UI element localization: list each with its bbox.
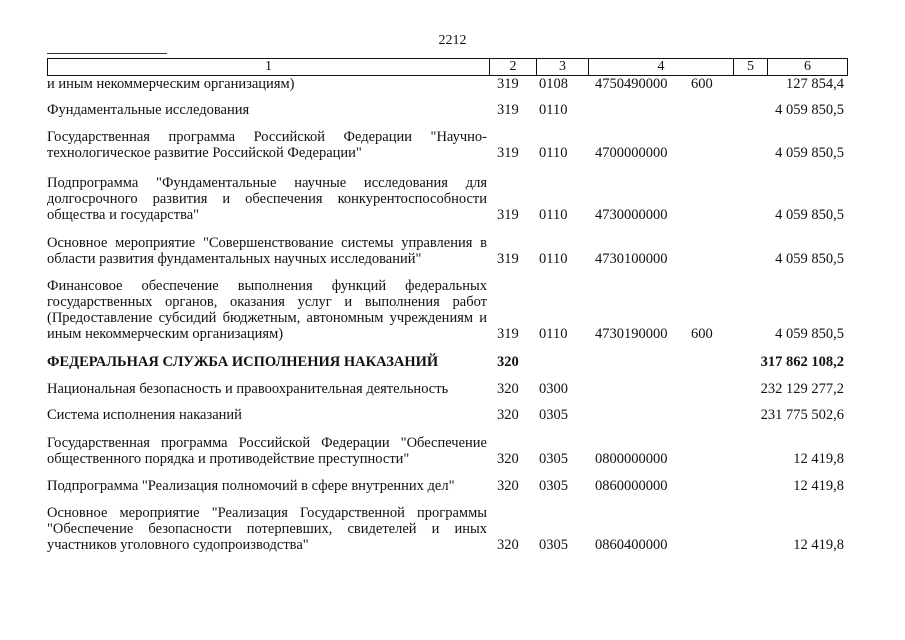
row-description: Подпрограмма "Фундаментальные научные исследования для долгосрочного развития и обеспечения конкурентоспособности общества и государства" (47, 175, 487, 223)
column-header-row (47, 58, 848, 76)
row-rzpr: 0110 (539, 251, 568, 267)
row-sum: 4 059 850,5 (775, 145, 844, 161)
row-gr: 319 (497, 76, 519, 92)
row-sum: 127 854,4 (786, 76, 844, 92)
table-row (47, 435, 846, 467)
row-description: Государственная программа Российской Федерации "Обеспечение общественного порядка и противодействие преступности" (47, 435, 487, 467)
row-csr: 0800000000 (595, 451, 668, 467)
row-rzpr: 0110 (539, 207, 568, 223)
table-row (47, 381, 846, 397)
row-description: Государственная программа Российской Федерации "Научно-технологическое развитие Российской Федерации" (47, 129, 487, 161)
row-description: Национальная безопасность и правоохранительная деятельность (47, 381, 449, 397)
row-description: Фундаментальные исследования (47, 102, 250, 118)
column-header-1: 1 (48, 59, 490, 75)
table-row (47, 278, 846, 342)
row-description: ФЕДЕРАЛЬНАЯ СЛУЖБА ИСПОЛНЕНИЯ НАКАЗАНИЙ (47, 354, 439, 370)
row-gr: 319 (497, 326, 519, 342)
row-description: Основное мероприятие "Реализация Государственной программы "Обеспечение безопасности потерпевших, свидетелей и иных участников уголовного судопроизводства" (47, 505, 487, 553)
table-row (47, 354, 846, 370)
table-row (47, 102, 846, 118)
table-row (47, 76, 846, 92)
table-row (47, 407, 846, 423)
row-gr: 319 (497, 251, 519, 267)
row-rzpr: 0110 (539, 326, 568, 342)
row-description: Основное мероприятие "Совершенствование системы управления в области развития фундаментальных научных исследований" (47, 235, 487, 267)
row-gr: 320 (497, 451, 519, 467)
row-csr: 4700000000 (595, 145, 668, 161)
table-row (47, 235, 846, 267)
row-sum: 12 419,8 (793, 451, 844, 467)
table-row (47, 505, 846, 553)
row-sum: 4 059 850,5 (775, 207, 844, 223)
table-row (47, 175, 846, 223)
column-header-6: 6 (804, 59, 811, 74)
row-description: Финансовое обеспечение выполнения функций федеральных государственных органов, оказания услуг и выполнения работ (Предоставление субсидий бюджетным, автономным учреждениям и иным некоммерческим организациям) (47, 278, 487, 342)
row-rzpr: 0110 (539, 145, 568, 161)
row-sum: 12 419,8 (793, 478, 844, 494)
row-gr: 320 (497, 354, 519, 370)
row-rzpr: 0305 (539, 451, 568, 467)
row-sum: 231 775 502,6 (760, 407, 844, 423)
row-gr: 320 (497, 407, 519, 423)
page-number: 2212 (438, 33, 467, 48)
row-sum: 4 059 850,5 (775, 102, 844, 118)
column-header-2: 2 (490, 59, 537, 75)
row-csr: 0860000000 (595, 478, 668, 494)
row-sum: 4 059 850,5 (775, 326, 844, 342)
column-header-4: 4 (589, 59, 734, 75)
row-csr: 0860400000 (595, 537, 668, 553)
row-gr: 319 (497, 145, 519, 161)
row-csr: 4730190000 (595, 326, 668, 342)
row-description: Подпрограмма "Реализация полномочий в сфере внутренних дел" (47, 478, 455, 494)
row-csr: 4730100000 (595, 251, 668, 267)
row-description: Система исполнения наказаний (47, 407, 242, 423)
column-header-5: 5 (734, 59, 768, 75)
row-rzpr: 0305 (539, 478, 568, 494)
row-gr: 319 (497, 102, 519, 118)
table-row (47, 478, 846, 494)
row-gr: 320 (497, 381, 519, 397)
row-rzpr: 0110 (539, 102, 568, 118)
table-row (47, 129, 846, 161)
row-gr: 320 (497, 537, 519, 553)
row-rzpr: 0300 (539, 381, 568, 397)
row-sum: 4 059 850,5 (775, 251, 844, 267)
row-gr: 320 (497, 478, 519, 494)
row-rzpr: 0305 (539, 537, 568, 553)
row-rzpr: 0108 (539, 76, 568, 92)
row-rzpr: 0305 (539, 407, 568, 423)
header-rule (47, 53, 167, 54)
row-sum: 232 129 277,2 (760, 381, 844, 397)
row-gr: 319 (497, 207, 519, 223)
row-csr: 4730000000 (595, 207, 668, 223)
row-sum: 317 862 108,2 (760, 354, 844, 370)
row-sum: 12 419,8 (793, 537, 844, 553)
row-vr: 600 (691, 76, 713, 92)
row-description: и иным некоммерческим организациям) (47, 76, 295, 92)
row-csr: 4750490000 (595, 76, 668, 92)
row-vr: 600 (691, 326, 713, 342)
column-header-3: 3 (537, 59, 589, 75)
